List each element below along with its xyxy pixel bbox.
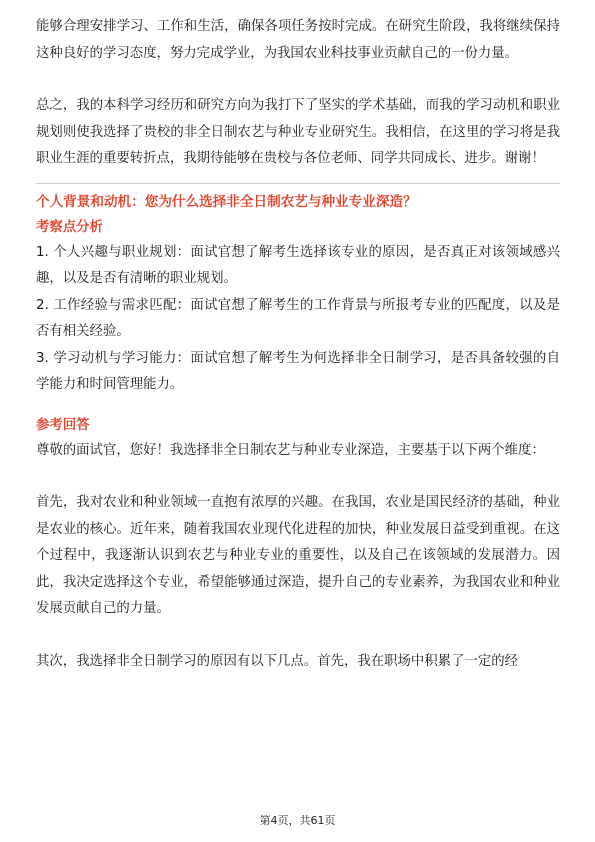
spacer	[36, 623, 560, 649]
intro-paragraph-1: 能够合理安排学习、工作和生活，确保各项任务按时完成。在研究生阶段，我将继续保持这种良好的学习态度，努力完成学业，为我国农业科技事业贡献自己的一份力量。	[36, 19, 560, 61]
answer-paragraph-2: 首先，我对农业和种业领域一直抱有浓厚的兴趣。在我国，农业是国民经济的基础，种业是农业的核心。近年来，随着我国农业现代化进程的加快，种业发展日益受到重视。在这个过程中，我逐渐认识到农艺与种业专业的重要性，以及自己在该领域的发展潜力。因此，我决定选择这个专业，希望能够通过深造，提升自己的专业素养，为我国农业和种业发展贡献自己的力量。	[36, 495, 560, 616]
question-title: 个人背景和动机：您为什么选择非全日制农艺与种业专业深造？	[36, 193, 417, 210]
spacer	[36, 464, 560, 490]
spacer	[36, 67, 560, 93]
document-page	[36, 14, 560, 675]
answer-paragraph-1: 尊敬的面试官，您好！我选择非全日制农艺与种业专业深造，主要基于以下两个维度：	[36, 442, 545, 458]
page-number: 第4页，共61页	[259, 814, 336, 827]
intro-paragraph-2: 总之，我的本科学习经历和研究方向为我打下了坚实的学术基础，而我的学习动机和职业规划则使我选择了贵校的非全日制农艺与种业专业研究生。我相信，在这里的学习将是我职业生涯的重要转折点，我期待能够在贵校与各位老师、同学共同成长、进步。谢谢！	[36, 98, 560, 166]
answer-heading: 参考回答	[36, 417, 90, 433]
section-divider	[36, 183, 560, 184]
spacer	[36, 399, 560, 413]
analysis-point-3: 3. 学习动机与学习能力：面试官想了解考生为何选择非全日制学习，是否具备较强的自学能力和时间管理能力。	[36, 350, 560, 392]
analysis-heading: 考察点分析	[36, 219, 103, 235]
analysis-point-1: 1. 个人兴趣与职业规划：面试官想了解考生选择该专业的原因，是否真正对该领域感兴趣，以及是否有清晰的职业规划。	[36, 244, 560, 286]
answer-paragraph-3: 其次，我选择非全日制学习的原因有以下几点。首先，我在职场中积累了一定的经	[36, 653, 519, 669]
analysis-point-2: 2. 工作经验与需求匹配：面试官想了解考生的工作背景与所报考专业的匹配度，以及是否有相关经验。	[36, 297, 560, 339]
